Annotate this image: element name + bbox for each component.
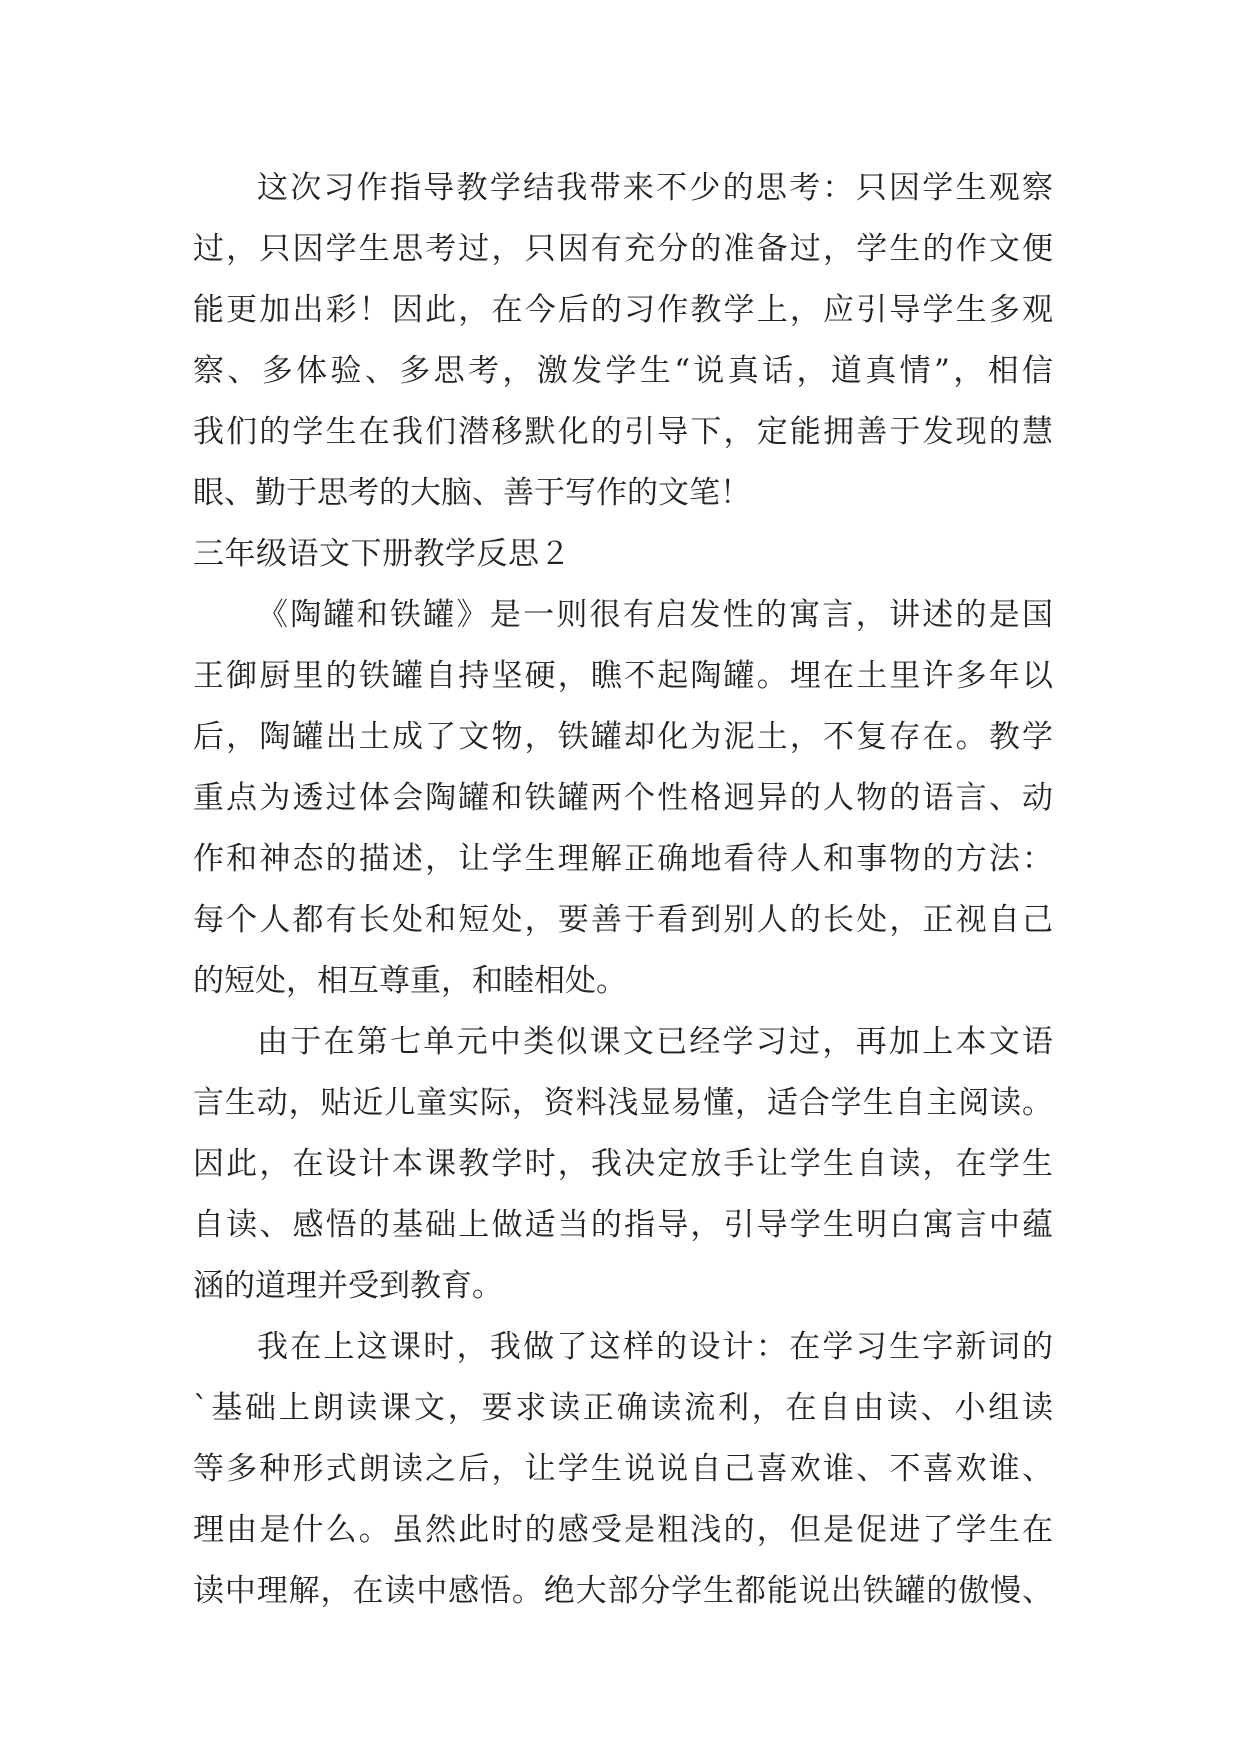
paragraph (193, 1317, 1053, 1622)
text-line: 察、多体验、多思考，激发学生“说真话，道真情”，相信 (193, 353, 1053, 389)
text-line: 我们的学生在我们潜移默化的引导下，定能拥善于发现的慧 (193, 414, 1053, 450)
text-line: 言生动，贴近儿童实际，资料浅显易懂，适合学生自主阅读。 (193, 1085, 1053, 1121)
text-line: 眼、勤于思考的大脑、善于写作的文笔！ (193, 475, 751, 511)
section-heading (193, 524, 1053, 585)
text-line: 过，只因学生思考过，只因有充分的准备过，学生的作文便 (193, 231, 1053, 267)
text-line: 《陶罐和铁罐》是一则很有启发性的寓言，讲述的是国 (257, 597, 1053, 633)
text-line: 自读、感悟的基础上做适当的指导，引导学生明白寓言中蕴 (193, 1207, 1053, 1243)
text-line: 后，陶罐出土成了文物，铁罐却化为泥土，不复存在。教学 (193, 719, 1053, 755)
text-line: 每个人都有长处和短处，要善于看到别人的长处，正视自己 (193, 902, 1053, 938)
text-line: 等多种形式朗读之后，让学生说说自己喜欢谁、不喜欢谁、 (193, 1451, 1053, 1487)
paragraph (193, 158, 1053, 524)
text-line: 作和神态的描述，让学生理解正确地看待人和事物的方法： (193, 841, 1053, 877)
text-line: 涵的道理并受到教育。 (193, 1268, 503, 1304)
text-line: 读中理解，在读中感悟。绝大部分学生都能说出铁罐的傲慢、 (193, 1573, 1053, 1609)
text-line: 由于在第七单元中类似课文已经学习过，再加上本文语 (257, 1024, 1053, 1060)
text-line: 重点为透过体会陶罐和铁罐两个性格迥异的人物的语言、动 (193, 780, 1053, 816)
text-line: 因此，在设计本课教学时，我决定放手让学生自读，在学生 (193, 1146, 1053, 1182)
paragraph (193, 1012, 1053, 1317)
paragraph (193, 585, 1053, 1012)
text-line: `基础上朗读课文，要求读正确读流利，在自由读、小组读 (193, 1390, 1053, 1426)
heading-text: 三年级语文下册教学反思２ (193, 536, 571, 572)
text-line: 能更加出彩！因此，在今后的习作教学上，应引导学生多观 (193, 292, 1053, 328)
text-line: 这次习作指导教学结我带来不少的思考：只因学生观察 (257, 170, 1053, 206)
text-line: 理由是什么。虽然此时的感受是粗浅的，但是促进了学生在 (193, 1512, 1053, 1548)
text-line: 的短处，相互尊重，和睦相处。 (193, 963, 627, 999)
text-line: 王御厨里的铁罐自持坚硬，瞧不起陶罐。埋在土里许多年以 (193, 658, 1053, 694)
text-line: 我在上这课时，我做了这样的设计：在学习生字新词的 (257, 1329, 1053, 1365)
document-body (193, 158, 1053, 1622)
